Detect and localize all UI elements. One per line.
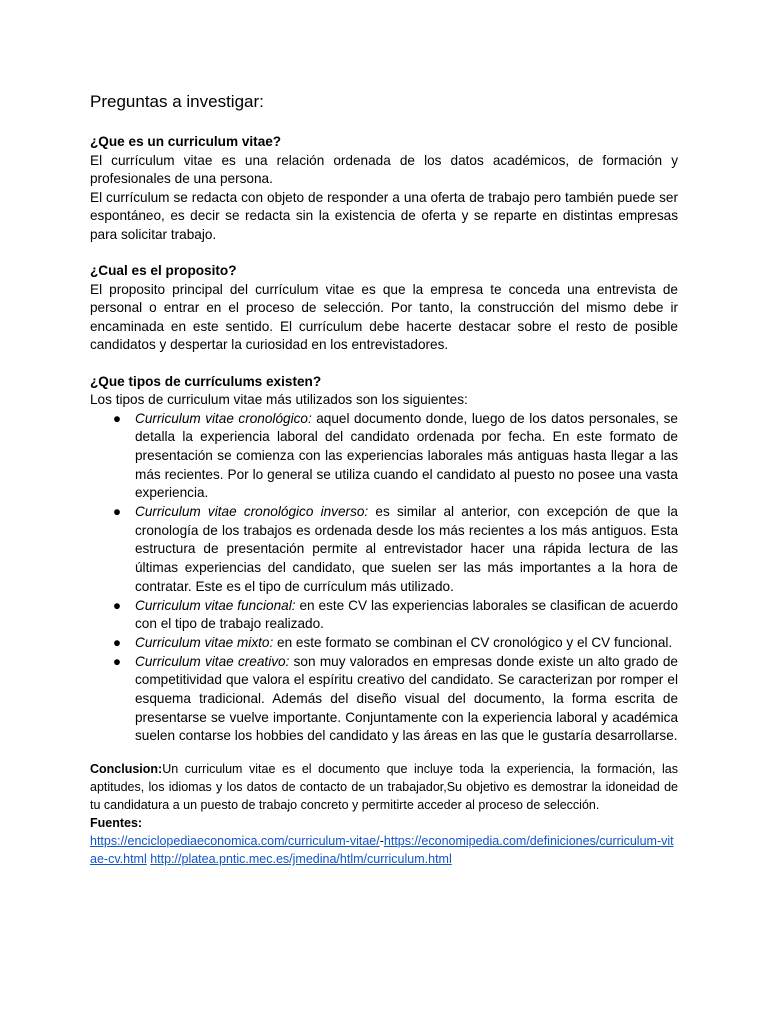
section-what-is-cv [90, 133, 678, 244]
list-item-term: Curriculum vitae funcional: [135, 597, 296, 613]
list-item-text: aquel documento donde, luego de los datos personales, se detalla la experiencia laboral del candidato ordenada por fecha. En este formato de presentación se comienza con las experiencias laborales más antiguas hasta llegar a las más recientes. Por lo general se utiliza cuando el candidato al puesto no posee una vasta experiencia. [135, 410, 678, 501]
document-title: Preguntas a investigar: [90, 92, 264, 111]
bullet-icon: ● [112, 653, 122, 669]
document-page [90, 90, 678, 868]
paragraph: El currículum vitae es una relación ordenada de los datos académicos, de formación y profesionales de una persona. [90, 152, 678, 186]
section-heading: ¿Que tipos de currículums existen? [90, 373, 322, 389]
list-item-text: son muy valorados en empresas donde existe un alto grado de competitividad que valora el espíritu creativo del candidato. Se caracterizan por romper el esquema tradicional. Además del diseño visual del documento, la forma escrita de presentarse se vuelve importante. Conjuntamente con la experiencia laboral y académica suelen contarse los hobbies del candidato y las áreas en las que le gustaría desarrollarse. [135, 653, 678, 744]
list-item-text: en este formato se combinan el CV cronológico y el CV funcional. [273, 634, 673, 650]
bullet-icon: ● [112, 597, 122, 613]
list-item-term: Curriculum vitae cronológico: [135, 410, 312, 426]
bullet-icon: ● [112, 504, 122, 520]
list-item-term: Curriculum vitae mixto: [135, 634, 274, 650]
section-purpose [90, 262, 678, 355]
bullet-icon: ● [112, 410, 122, 426]
list-item [90, 410, 678, 504]
paragraph: El proposito principal del currículum vitae es que la empresa te conceda una entrevista de personal o entrar en el proceso de selección. Por tanto, la construcción del mismo debe ir encaminada en este sentido. El currículum debe hacerte destacar sobre el resto de posible candidatos y despertar la curiosidad en los entrevistadores. [90, 281, 678, 352]
section-cv-types [90, 373, 678, 747]
list-item-term: Curriculum vitae cronológico inverso: [135, 504, 369, 520]
paragraph: El currículum se redacta con objeto de responder a una oferta de trabajo pero también puede ser espontáneo, es decir se redacta sin la existencia de oferta y se reparte en distintas empresas para solicitar trabajo. [90, 189, 678, 242]
link-separator: - [379, 834, 384, 849]
source-link-enciclopediaeconomica[interactable]: https://enciclopediaeconomica.com/curriculum-vitae/ [90, 834, 380, 849]
list-item [90, 597, 678, 634]
paragraph: Los tipos de curriculum vitae más utilizados son los siguientes: [90, 392, 468, 407]
list-item-text: en este CV las experiencias laborales se clasifican de acuerdo con el tipo de trabajo realizado. [135, 597, 679, 632]
section-heading: ¿Que es un curriculum vitae? [90, 134, 282, 149]
list-item [90, 634, 678, 653]
conclusion-label: Conclusion: [90, 762, 163, 777]
list-item [90, 503, 678, 597]
sources-links [90, 832, 678, 868]
bullet-icon: ● [112, 634, 122, 650]
source-link-economipedia[interactable]: https://economipedia.com/definiciones/curriculum-vitae-cv.html [90, 834, 674, 867]
section-heading: ¿Cual es el proposito? [90, 263, 237, 278]
cv-types-list [90, 410, 678, 747]
sources-label: Fuentes: [90, 816, 143, 831]
conclusion-paragraph [90, 760, 678, 814]
list-item-term: Curriculum vitae creativo: [135, 653, 290, 669]
source-link-platea[interactable]: http://platea.pntic.mec.es/jmedina/htlm/curriculum.html [150, 852, 452, 867]
conclusion-text: Un curriculum vitae es el documento que incluye toda la experiencia, la formación, las aptitudes, los idiomas y los datos de contacto de un trabajador,Su objetivo es demostrar la idoneidad de tu candidatura a un puesto de trabajo concreto y permitirte acceder al proceso de selección. [90, 762, 678, 813]
list-item [90, 653, 678, 747]
list-item-text: es similar al anterior, con excepción de que la cronología de los trabajos es ordenada desde los más recientes a los más antiguos. Esta estructura de presentación permite al entrevistador hacer una rápida lectura de las últimas experiencias del candidato, que suelen ser las más importantes a la hora de contratar. Este es el tipo de currículum más utilizado. [135, 504, 678, 594]
